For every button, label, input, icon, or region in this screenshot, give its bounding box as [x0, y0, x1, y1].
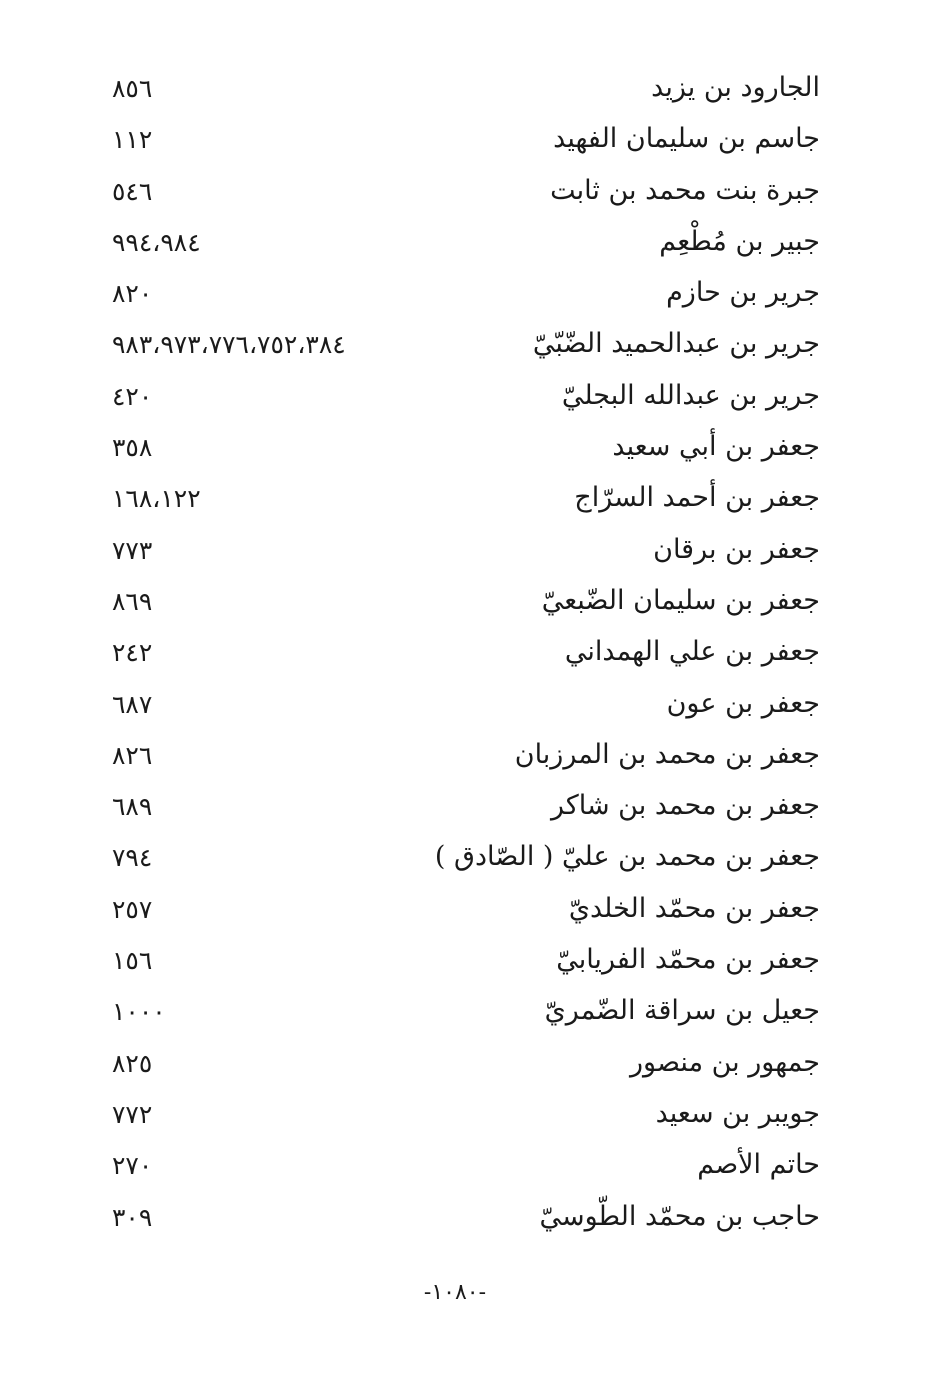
entry-name: جويبر بن سعيد	[655, 1097, 820, 1129]
entry-page-refs: ٧٧٣	[112, 535, 153, 565]
entry-page-refs: ٨٦٩	[112, 586, 153, 616]
index-entry	[100, 680, 820, 731]
entry-page-refs: ٨٢٥	[112, 1048, 153, 1078]
entry-name: جعفر بن محمد بن شاكر	[550, 790, 820, 822]
entry-name: جرير بن حازم	[666, 277, 820, 309]
entry-page-refs: ٧٩٤	[112, 843, 153, 873]
entry-name: جعفر بن علي الهمداني	[564, 636, 820, 668]
index-entry	[100, 1193, 820, 1244]
entry-page-refs: ٨٢٠	[112, 279, 153, 309]
entry-page-refs: ٢٧٠	[112, 1151, 153, 1181]
entry-page-refs: ٨٢٦	[112, 740, 153, 770]
entry-page-refs: ٢٥٧	[112, 894, 153, 924]
index-entry	[100, 1039, 820, 1090]
entry-page-refs: ١١٢	[112, 125, 153, 155]
entry-page-refs: ١٦٨،١٢٢	[112, 484, 201, 514]
index-entry	[100, 167, 820, 218]
index-entry	[100, 628, 820, 679]
entry-name: حاجب بن محمّد الطّوسيّ	[539, 1200, 820, 1232]
entry-page-refs: ١٥٦	[112, 946, 153, 976]
entry-page-refs: ٢٤٢	[112, 638, 153, 668]
index-entry	[100, 885, 820, 936]
entry-name: جرير بن عبدالله البجليّ	[561, 379, 820, 411]
index-entry	[100, 731, 820, 782]
index-entry	[100, 115, 820, 166]
entry-page-refs: ٩٨٣،٩٧٣،٧٧٦،٧٥٢،٣٨٤	[112, 330, 346, 360]
entry-page-refs: ٧٧٢	[112, 1099, 153, 1129]
entry-name: جعفر بن محمد بن عليّ ( الصّادق )	[434, 841, 820, 873]
page-number: -١٠٨٠-	[423, 1280, 487, 1305]
index-entry	[100, 474, 820, 525]
entry-name: جعيل بن سراقة الضّمريّ	[544, 995, 820, 1027]
entry-name: جعفر بن سليمان الضّبعيّ	[541, 584, 820, 616]
entry-name: جعفر بن أبي سعيد	[612, 431, 820, 463]
entry-page-refs: ٣٥٨	[112, 433, 153, 463]
entry-page-refs: ٣٠٩	[112, 1202, 153, 1232]
index-entry	[100, 833, 820, 884]
index-entry	[100, 782, 820, 833]
entry-page-refs: ٥٤٦	[112, 176, 153, 206]
index-entry	[100, 423, 820, 474]
index-entry	[100, 1141, 820, 1192]
entry-page-refs: ٦٨٩	[112, 792, 153, 822]
index-entry	[100, 1090, 820, 1141]
index-entry	[100, 526, 820, 577]
index-entry	[100, 64, 820, 115]
index-entry	[100, 577, 820, 628]
index-entry	[100, 372, 820, 423]
entry-page-refs: ٤٢٠	[112, 381, 153, 411]
entry-name: جعفر بن برقان	[653, 533, 820, 565]
entry-name: جعفر بن عون	[666, 687, 820, 719]
entry-page-refs: ٩٩٤،٩٨٤	[112, 227, 201, 257]
index-entry	[100, 987, 820, 1038]
name-index-list	[100, 64, 820, 1244]
index-entry	[100, 269, 820, 320]
entry-name: حاتم الأصم	[697, 1149, 820, 1181]
entry-name: جعفر بن محمد بن المرزبان	[514, 738, 820, 770]
entry-name: جرير بن عبدالحميد الضّبّيّ	[532, 328, 820, 360]
index-entry	[100, 936, 820, 987]
entry-name: جعفر بن أحمد السرّاج	[574, 482, 820, 514]
entry-name: جعفر بن محمّد الفريابيّ	[556, 944, 820, 976]
entry-name: جعفر بن محمّد الخلديّ	[568, 892, 820, 924]
index-entry	[100, 320, 820, 371]
index-entry	[100, 218, 820, 269]
entry-page-refs: ٦٨٧	[112, 689, 153, 719]
entry-name: جبرة بنت محمد بن ثابت	[550, 174, 820, 206]
entry-page-refs: ٨٥٦	[112, 74, 153, 103]
entry-name: جبير بن مُطْعِم	[659, 225, 820, 257]
entry-name: الجارود بن يزيد	[651, 72, 820, 103]
entry-page-refs: ١٠٠٠	[112, 997, 166, 1027]
entry-name: جمهور بن منصور	[630, 1046, 820, 1078]
entry-name: جاسم بن سليمان الفهيد	[553, 123, 820, 155]
